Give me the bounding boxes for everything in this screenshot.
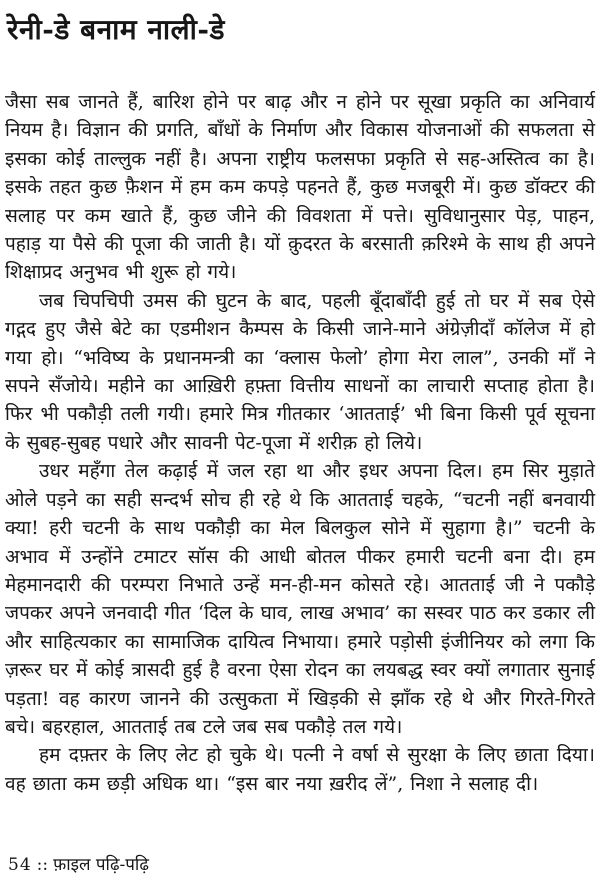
page-title: रेनी-डे बनाम नाली-डे	[7, 13, 225, 46]
book-title: फ़ाइल पढ़ि-पढ़ि	[53, 855, 149, 875]
footer-separator: ::	[36, 855, 49, 875]
paragraph-1: जैसा सब जानते हैं, बारिश होने पर बाढ़ और न होने पर सूखा प्रकृति का अनिवार्य नियम है। विज्ञान की प्रगति, बाँधों के निर्माण और विकास योजनाओं की सफलता से इसका कोई ताल्लुक नहीं है। अपना राष्ट्रीय फलसफा प्रकृति से सह-अस्तित्व का है। इसके तहत कुछ फ़ैशन में हम कम कपड़े पहनते हैं, कुछ मजबूरी में। कुछ डॉक्टर की सलाह पर कम खाते हैं, कुछ जीने की विवशता में पत्ते। सुविधानुसार पेड़, पाहन, पहाड़ या पैसे की पूजा की जाती है। यों क़ुदरत के बरसाती क़रिश्मे के साथ ही अपने शिक्षाप्रद अनुभव भी शुरू हो गये।	[5, 91, 595, 284]
body-text	[5, 88, 595, 798]
paragraph-2: जब चिपचिपी उमस की घुटन के बाद, पहली बूँदाबाँदी हुई तो घर में सब ऐसे गद्गद हुए जैसे बेटे का एडमीशन कैम्पस के किसी जाने-माने अंग्रेज़ीदाँ कॉलेज में हो गया हो। “भविष्य के प्रधानमन्त्री का ‘क्लास फेलो’ होगा मेरा लाल”, उनकी माँ ने सपने सँजोये। महीने का आख़िरी हफ़्ता वित्तीय साधनों का लाचारी सप्ताह होता है। फिर भी पकौड़ी तली गयी। हमारे मित्र गीतकार ‘आतताई’ भी बिना किसी पूर्व सूचना के सुबह-सुबह पधारे और सावनी पेट-पूजा में शरीक़ हो लिये।	[5, 289, 595, 454]
page-number: 54	[8, 855, 32, 875]
paragraph-4: हम दफ़्तर के लिए लेट हो चुके थे। पत्नी ने वर्षा से सुरक्षा के लिए छाता दिया। वह छाता कम छड़ी अधिक था। “इस बार नया ख़रीद लें”, निशा ने सलाह दी।	[5, 744, 595, 795]
page-footer	[8, 852, 149, 875]
paragraph-3: उधर महँगा तेल कढ़ाई में जल रहा था और इधर अपना दिल। हम सिर मुड़ाते ओले पड़ने का सही सन्दर्भ सोच ही रहे थे कि आतताई चहके, “चटनी नहीं बनवायी क्या! हरी चटनी के साथ पकौड़ी का मेल बिलकुल सोने में सुहागा है।” चटनी के अभाव में उन्होंने टमाटर सॉस की आधी बोतल पीकर हमारी चटनी बना दी। हम मेहमानदारी की परम्परा निभाते उन्हें मन-ही-मन कोसते रहे। आतताई जी ने पकौड़े जपकर अपने जनवादी गीत ‘दिल के घाव, लाख अभाव’ का सस्वर पाठ कर डकार ली और साहित्यकार का सामाजिक दायित्व निभाया। हमारे पड़ोसी इंजीनियर को लगा कि ज़रूर घर में कोई त्रासदी हुई है वरना ऐसा रोदन का लयबद्ध स्वर क्यों लगातार सुनाई पड़ता! वह कारण जानने की उत्सुकता में खिड़की से झाँक रहे थे और गिरते-गिरते बचे। बहरहाल, आतताई तब टले जब सब पकौड़े तल गये।	[5, 460, 595, 738]
